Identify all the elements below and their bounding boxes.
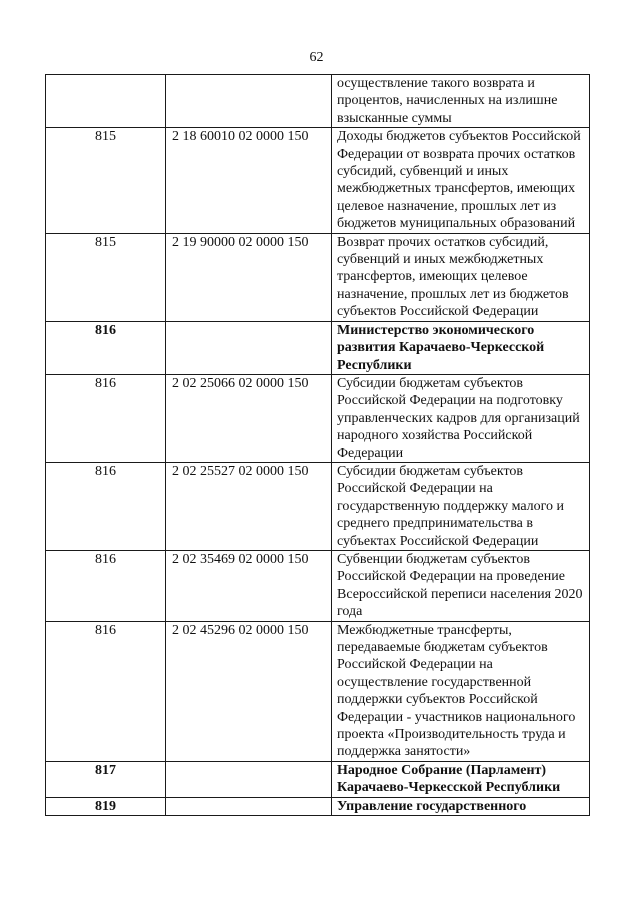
table-row-header bbox=[46, 797, 590, 815]
admin-code-cell: 816 bbox=[46, 321, 166, 374]
table-row bbox=[46, 550, 590, 621]
admin-code-cell: 816 bbox=[46, 621, 166, 761]
table-row bbox=[46, 374, 590, 462]
table-row bbox=[46, 462, 590, 550]
admin-code-cell: 819 bbox=[46, 797, 166, 815]
admin-code-cell: 815 bbox=[46, 128, 166, 233]
kbk-code-cell bbox=[166, 75, 332, 128]
revenue-name-cell: Доходы бюджетов субъектов Российской Федерации от возврата прочих остатков субсидий, субвенций и иных межбюджетных трансфертов, имеющих целевое назначение, прошлых лет из бюджетов муниципальных образований bbox=[332, 128, 590, 233]
page-number: 62 bbox=[309, 50, 324, 65]
table-row bbox=[46, 128, 590, 233]
admin-code-cell: 816 bbox=[46, 374, 166, 462]
kbk-code-cell: 2 02 25527 02 0000 150 bbox=[166, 462, 332, 550]
budget-revenue-table bbox=[45, 74, 590, 816]
table-row-header bbox=[46, 761, 590, 797]
administrator-name-cell: Министерство экономического развития Карачаево-Черкесской Республики bbox=[332, 321, 590, 374]
revenue-name-cell: осуществление такого возврата и процентов, начисленных на излишне взысканные суммы bbox=[332, 75, 590, 128]
table-row bbox=[46, 233, 590, 321]
kbk-code-cell: 2 02 25066 02 0000 150 bbox=[166, 374, 332, 462]
revenue-name-cell: Субвенции бюджетам субъектов Российской Федерации на проведение Всероссийской переписи населения 2020 года bbox=[332, 550, 590, 621]
revenue-name-cell: Межбюджетные трансферты, передаваемые бюджетам субъектов Российской Федерации на осуществление государственной поддержки субъектов Российской Федерации - участников национального проекта «Производительность труда и поддержка занятости» bbox=[332, 621, 590, 761]
table-row bbox=[46, 621, 590, 761]
kbk-code-cell: 2 19 90000 02 0000 150 bbox=[166, 233, 332, 321]
admin-code-cell: 816 bbox=[46, 462, 166, 550]
kbk-code-cell bbox=[166, 761, 332, 797]
revenue-name-cell: Субсидии бюджетам субъектов Российской Федерации на государственную поддержку малого и среднего предпринимательства в субъектах Российской Федерации bbox=[332, 462, 590, 550]
kbk-code-cell: 2 02 35469 02 0000 150 bbox=[166, 550, 332, 621]
admin-code-cell: 817 bbox=[46, 761, 166, 797]
table-row bbox=[46, 75, 590, 128]
admin-code-cell: 815 bbox=[46, 233, 166, 321]
revenue-name-cell: Субсидии бюджетам субъектов Российской Федерации на подготовку управленческих кадров для организаций народного хозяйства Российской Федерации bbox=[332, 374, 590, 462]
admin-code-cell: 816 bbox=[46, 550, 166, 621]
admin-code-cell bbox=[46, 75, 166, 128]
kbk-code-cell bbox=[166, 321, 332, 374]
revenue-name-cell: Возврат прочих остатков субсидий, субвенций и иных межбюджетных трансфертов, имеющих целевое назначение, прошлых лет из бюджетов субъектов Российской Федерации bbox=[332, 233, 590, 321]
table-row-header bbox=[46, 321, 590, 374]
kbk-code-cell: 2 18 60010 02 0000 150 bbox=[166, 128, 332, 233]
kbk-code-cell bbox=[166, 797, 332, 815]
kbk-code-cell: 2 02 45296 02 0000 150 bbox=[166, 621, 332, 761]
administrator-name-cell: Народное Собрание (Парламент) Карачаево-Черкесской Республики bbox=[332, 761, 590, 797]
administrator-name-cell: Управление государственного bbox=[332, 797, 590, 815]
